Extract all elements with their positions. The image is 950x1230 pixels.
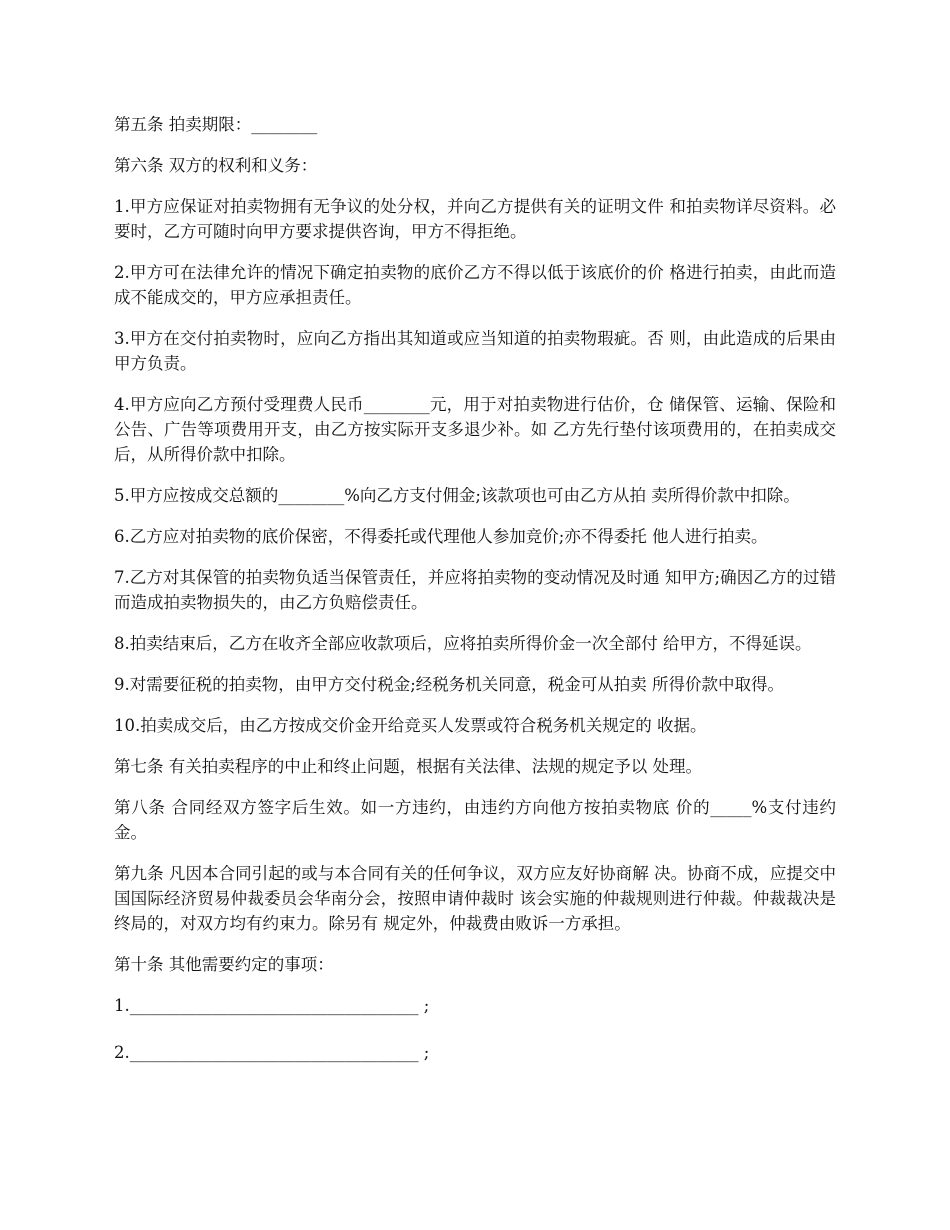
article-6-heading: 第六条 双方的权利和义务：	[114, 156, 318, 175]
document-body	[114, 112, 836, 1087]
article-8: 第八条 合同经双方签字后生效。如一方违约，由违约方向他方按拍卖物底 价的_____%支付违约金。	[114, 798, 836, 842]
article-6-item-1: 1.甲方应保证对拍卖物拥有无争议的处分权，并向乙方提供有关的证明文件 和拍卖物详尽资料。必要时，乙方可随时向甲方要求提供咨询，甲方不得拒绝。	[114, 197, 836, 241]
article-7: 第七条 有关拍卖程序的中止和终止问题，根据有关法律、法规的规定予以 处理。	[114, 757, 702, 776]
article-9: 第九条 凡因本合同引起的或与本合同有关的任何争议，双方应友好协商解 决。协商不成，应提交中国国际经济贸易仲裁委员会华南分会，按照申请仲裁时 该会实施的仲裁规则进行仲裁。仲裁裁决是终局的，对双方均有约束力。除另有 规定外，仲裁费由败诉一方承担。	[114, 864, 836, 933]
article-6-item-8: 8.拍卖结束后，乙方在收齐全部应收款项后，应将拍卖所得价金一次全部付 给甲方，不得延误。	[114, 634, 812, 653]
article-10-item-2-blank: 2.___________________________________ ;	[114, 1043, 430, 1062]
article-6-item-6: 6.乙方应对拍卖物的底价保密，不得委托或代理他人参加竞价;亦不得委托 他人进行拍卖。	[114, 527, 768, 546]
article-6-item-3: 3.甲方在交付拍卖物时，应向乙方指出其知道或应当知道的拍卖物瑕疵。否 则，由此造成的后果由甲方负责。	[114, 329, 836, 373]
article-6-item-10: 10.拍卖成交后，由乙方按成交价金开给竞买人发票或符合税务机关规定的 收据。	[114, 716, 707, 735]
article-6-item-4: 4.甲方应向乙方预付受理费人民币________元，用于对拍卖物进行估价，仓 储保管、运输、保险和公告、广告等项费用开支，由乙方按实际开支多退少补。如 乙方先行垫付该项费用的，在拍卖成交后，从所得价款中扣除。	[114, 395, 836, 464]
article-5-auction-period: 第五条 拍卖期限：________	[114, 115, 318, 134]
article-6-item-2: 2.甲方可在法律允许的情况下确定拍卖物的底价乙方不得以低于该底价的价 格进行拍卖，由此而造成不能成交的，甲方应承担责任。	[114, 263, 836, 307]
article-6-item-5: 5.甲方应按成交总额的________%向乙方支付佣金;该款项也可由乙方从拍 卖所得价款中扣除。	[114, 486, 800, 505]
article-6-item-9: 9.对需要征税的拍卖物，由甲方交付税金;经税务机关同意，税金可从拍卖 所得价款中取得。	[114, 675, 785, 694]
article-10-heading: 第十条 其他需要约定的事项：	[114, 955, 334, 974]
article-6-item-7: 7.乙方对其保管的拍卖物负适当保管责任，并应将拍卖物的变动情况及时通 知甲方;确因乙方的过错而造成拍卖物损失的，由乙方负赔偿责任。	[114, 568, 836, 612]
article-10-item-1-blank: 1.___________________________________ ;	[114, 996, 430, 1015]
